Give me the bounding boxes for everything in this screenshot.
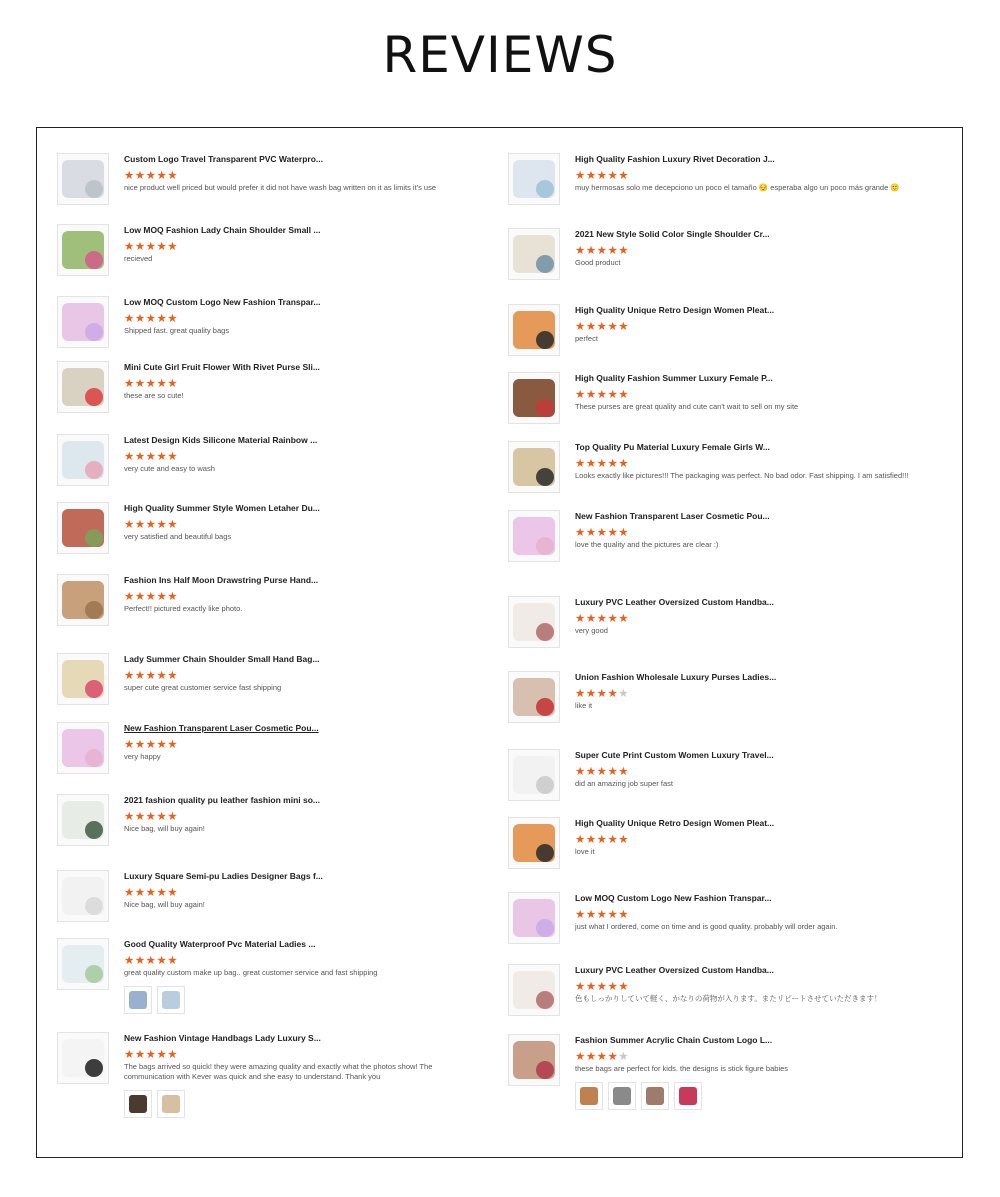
star-icon: ★ <box>134 885 146 899</box>
star-icon: ★ <box>124 668 135 682</box>
product-thumbnail[interactable] <box>508 510 560 562</box>
star-icon: ★ <box>596 979 608 993</box>
product-thumbnail[interactable] <box>508 372 560 424</box>
review-text: recieved <box>124 254 153 263</box>
star-icon: ★ <box>167 376 179 390</box>
product-thumbnail[interactable] <box>508 892 560 944</box>
star-icon: ★ <box>607 832 619 846</box>
product-title-link[interactable]: Low MOQ Custom Logo New Fashion Transpar... <box>575 893 772 903</box>
review-text: like it <box>575 701 593 710</box>
review-text: Nice bag, will buy again! <box>124 900 205 909</box>
star-icon: ★ <box>575 764 586 778</box>
star-icon: ★ <box>585 764 597 778</box>
review-photo[interactable] <box>157 1090 185 1118</box>
star-rating <box>575 833 935 845</box>
star-icon: ★ <box>618 686 630 700</box>
star-icon: ★ <box>167 239 179 253</box>
star-rating <box>124 738 484 750</box>
review-photos <box>124 986 484 1016</box>
star-icon: ★ <box>575 319 586 333</box>
star-icon: ★ <box>607 764 619 778</box>
star-icon: ★ <box>124 168 135 182</box>
star-icon: ★ <box>585 243 597 257</box>
star-icon: ★ <box>156 376 168 390</box>
star-icon: ★ <box>585 611 597 625</box>
star-rating <box>575 612 935 624</box>
star-rating <box>575 908 935 920</box>
star-rating <box>575 687 935 699</box>
star-icon: ★ <box>134 1047 146 1061</box>
star-icon: ★ <box>585 319 597 333</box>
reviews-panel <box>36 127 963 1158</box>
star-icon: ★ <box>607 979 619 993</box>
star-icon: ★ <box>134 239 146 253</box>
star-icon: ★ <box>607 686 619 700</box>
product-title-link[interactable]: Fashion Ins Half Moon Drawstring Purse Hand... <box>124 575 319 585</box>
star-rating <box>575 457 935 469</box>
review-text: very cute and easy to wash <box>124 464 215 473</box>
star-icon: ★ <box>167 589 179 603</box>
star-icon: ★ <box>156 809 168 823</box>
star-icon: ★ <box>596 907 608 921</box>
star-rating <box>575 244 935 256</box>
product-title-link[interactable]: Mini Cute Girl Fruit Flower With Rivet Purse Sli... <box>124 362 320 372</box>
review-text: These purses are great quality and cute can't wait to sell on my site <box>575 402 799 411</box>
star-icon: ★ <box>134 376 146 390</box>
product-thumbnail[interactable] <box>57 794 109 846</box>
product-thumbnail[interactable] <box>57 574 109 626</box>
review-photo[interactable] <box>641 1082 669 1110</box>
star-icon: ★ <box>596 525 608 539</box>
star-icon: ★ <box>156 239 168 253</box>
review-photo[interactable] <box>157 986 185 1014</box>
star-icon: ★ <box>607 525 619 539</box>
product-title-link[interactable]: Top Quality Pu Material Luxury Female Girls W... <box>575 442 770 452</box>
star-icon: ★ <box>145 239 157 253</box>
review-text: nice product well priced but would prefer it did not have wash bag written on it as limits it's use <box>124 183 437 192</box>
star-icon: ★ <box>124 449 135 463</box>
star-icon: ★ <box>134 668 146 682</box>
star-icon: ★ <box>167 1047 179 1061</box>
product-thumbnail[interactable] <box>508 304 560 356</box>
product-thumbnail[interactable] <box>508 749 560 801</box>
product-title-link[interactable]: Latest Design Kids Silicone Material Rainbow ... <box>124 435 318 445</box>
star-icon: ★ <box>575 387 586 401</box>
star-icon: ★ <box>618 168 630 182</box>
product-thumbnail[interactable] <box>508 596 560 648</box>
star-icon: ★ <box>145 168 157 182</box>
star-icon: ★ <box>156 589 168 603</box>
product-title-link[interactable]: Union Fashion Wholesale Luxury Purses Ladies... <box>575 672 777 682</box>
star-icon: ★ <box>145 953 157 967</box>
product-thumbnail[interactable] <box>57 653 109 705</box>
star-icon: ★ <box>156 517 168 531</box>
star-icon: ★ <box>145 589 157 603</box>
star-icon: ★ <box>124 589 135 603</box>
review-photo[interactable] <box>674 1082 702 1110</box>
product-title-link[interactable]: Luxury Square Semi-pu Ladies Designer Bags f... <box>124 871 323 881</box>
star-icon: ★ <box>596 387 608 401</box>
star-rating <box>124 886 484 898</box>
star-rating <box>124 810 484 822</box>
star-icon: ★ <box>124 376 135 390</box>
star-icon: ★ <box>145 311 157 325</box>
star-icon: ★ <box>585 1049 597 1063</box>
product-thumbnail[interactable] <box>508 228 560 280</box>
star-icon: ★ <box>618 525 630 539</box>
star-icon: ★ <box>134 809 146 823</box>
star-icon: ★ <box>618 387 630 401</box>
star-icon: ★ <box>167 449 179 463</box>
review-text: The bags arrived so quick! they were amazing quality and exactly what the photos show! The communication with Kever was quick and she easy to understand. Thank you <box>124 1062 433 1081</box>
review-photo[interactable] <box>124 986 152 1014</box>
star-icon: ★ <box>124 737 135 751</box>
review-text: muy hermosas solo me decepciono un poco el tamaño 😔 esperaba algo un poco más grande 🙂 <box>575 183 900 192</box>
review-text: Good product <box>575 258 621 267</box>
product-title-link[interactable]: High Quality Summer Style Women Letaher Du... <box>124 503 320 513</box>
review-text: Perfect!! pictured exactly like photo. <box>124 604 243 613</box>
star-icon: ★ <box>145 885 157 899</box>
star-icon: ★ <box>145 1047 157 1061</box>
product-thumbnail[interactable] <box>508 964 560 1016</box>
star-rating <box>124 1048 484 1060</box>
star-icon: ★ <box>167 737 179 751</box>
review-photos <box>124 1090 484 1120</box>
star-icon: ★ <box>575 243 586 257</box>
star-icon: ★ <box>596 243 608 257</box>
product-title-link[interactable]: High Quality Unique Retro Design Women Pleat... <box>575 818 775 828</box>
review-text: love the quality and the pictures are clear :) <box>575 540 719 549</box>
review-text: very good <box>575 626 608 635</box>
product-thumbnail[interactable] <box>508 153 560 205</box>
star-icon: ★ <box>618 243 630 257</box>
star-icon: ★ <box>575 1049 586 1063</box>
star-icon: ★ <box>618 832 630 846</box>
star-icon: ★ <box>124 885 135 899</box>
star-rating <box>124 450 484 462</box>
star-icon: ★ <box>145 449 157 463</box>
product-title-link[interactable]: 2021 fashion quality pu leather fashion mini so... <box>124 795 321 805</box>
product-title-link[interactable]: High Quality Fashion Luxury Rivet Decoration J... <box>575 154 775 164</box>
star-icon: ★ <box>167 668 179 682</box>
star-icon: ★ <box>607 168 619 182</box>
star-icon: ★ <box>585 456 597 470</box>
star-icon: ★ <box>156 1047 168 1061</box>
product-thumbnail[interactable] <box>508 441 560 493</box>
star-icon: ★ <box>607 243 619 257</box>
star-rating <box>575 765 935 777</box>
product-title-link[interactable]: Fashion Summer Acrylic Chain Custom Logo L... <box>575 1035 773 1045</box>
star-icon: ★ <box>167 168 179 182</box>
product-title-link[interactable]: Super Cute Print Custom Women Luxury Travel... <box>575 750 774 760</box>
star-icon: ★ <box>156 449 168 463</box>
star-icon: ★ <box>156 885 168 899</box>
star-icon: ★ <box>156 311 168 325</box>
product-thumbnail[interactable] <box>57 153 109 205</box>
review-text: these are so cute! <box>124 391 184 400</box>
star-rating <box>124 518 484 530</box>
star-icon: ★ <box>575 611 586 625</box>
star-icon: ★ <box>134 449 146 463</box>
star-icon: ★ <box>167 809 179 823</box>
review-text: did an amazing job super fast <box>575 779 673 788</box>
product-title-link[interactable]: Luxury PVC Leather Oversized Custom Handba... <box>575 965 774 975</box>
star-icon: ★ <box>618 611 630 625</box>
star-icon: ★ <box>596 686 608 700</box>
star-icon: ★ <box>585 168 597 182</box>
star-icon: ★ <box>124 809 135 823</box>
star-icon: ★ <box>575 525 586 539</box>
star-icon: ★ <box>145 737 157 751</box>
star-icon: ★ <box>134 953 146 967</box>
star-icon: ★ <box>618 1049 630 1063</box>
star-icon: ★ <box>618 979 630 993</box>
star-icon: ★ <box>156 953 168 967</box>
review-text: 色もしっかりしていて軽く、かなりの荷物が入ります。またリピートさせていただきます！ <box>575 994 882 1003</box>
product-thumbnail[interactable] <box>57 870 109 922</box>
star-icon: ★ <box>145 809 157 823</box>
star-icon: ★ <box>607 319 619 333</box>
star-rating <box>575 388 935 400</box>
review-photo[interactable] <box>575 1082 603 1110</box>
product-thumbnail[interactable] <box>508 671 560 723</box>
star-icon: ★ <box>596 611 608 625</box>
star-icon: ★ <box>167 953 179 967</box>
review-photos <box>575 1082 935 1112</box>
product-thumbnail[interactable] <box>57 1032 109 1084</box>
star-icon: ★ <box>607 1049 619 1063</box>
star-icon: ★ <box>585 525 597 539</box>
star-icon: ★ <box>596 832 608 846</box>
product-title-link[interactable]: Custom Logo Travel Transparent PVC Waterpro... <box>124 154 323 164</box>
star-icon: ★ <box>167 517 179 531</box>
review-text: these bags are perfect for kids. the designs is stick figure babies <box>575 1064 789 1073</box>
review-text: very satisfied and beautiful bags <box>124 532 232 541</box>
review-text: super cute great customer service fast shipping <box>124 683 282 692</box>
star-icon: ★ <box>124 311 135 325</box>
star-icon: ★ <box>124 239 135 253</box>
star-rating <box>575 169 935 181</box>
star-icon: ★ <box>575 456 586 470</box>
product-title-link[interactable]: High Quality Unique Retro Design Women Pleat... <box>575 305 775 315</box>
star-icon: ★ <box>145 668 157 682</box>
star-rating <box>124 377 484 389</box>
star-icon: ★ <box>607 907 619 921</box>
star-icon: ★ <box>575 168 586 182</box>
star-icon: ★ <box>607 387 619 401</box>
star-icon: ★ <box>585 907 597 921</box>
review-text: love it <box>575 847 595 856</box>
star-icon: ★ <box>134 737 146 751</box>
product-thumbnail[interactable] <box>57 224 109 276</box>
star-icon: ★ <box>607 611 619 625</box>
star-rating <box>124 169 484 181</box>
star-icon: ★ <box>607 456 619 470</box>
star-icon: ★ <box>134 589 146 603</box>
star-rating <box>575 320 935 332</box>
product-title-link[interactable]: 2021 New Style Solid Color Single Shoulder Cr... <box>575 229 770 239</box>
star-rating <box>575 526 935 538</box>
review-text: just what I ordered, come on time and is good quality. probably will order again. <box>575 922 838 931</box>
product-title-link[interactable]: Low MOQ Custom Logo New Fashion Transpar... <box>124 297 321 307</box>
star-icon: ★ <box>596 1049 608 1063</box>
star-icon: ★ <box>124 517 135 531</box>
star-icon: ★ <box>585 686 597 700</box>
star-icon: ★ <box>575 979 586 993</box>
product-thumbnail[interactable] <box>57 502 109 554</box>
star-icon: ★ <box>145 376 157 390</box>
review-text: great quality custom make up bag.. great customer service and fast shipping <box>124 968 378 977</box>
product-thumbnail[interactable] <box>57 434 109 486</box>
product-title-link[interactable]: New Fashion Transparent Laser Cosmetic Pou... <box>124 723 319 733</box>
star-rating <box>575 980 935 992</box>
star-icon: ★ <box>124 1047 135 1061</box>
star-icon: ★ <box>618 907 630 921</box>
star-icon: ★ <box>134 168 146 182</box>
star-icon: ★ <box>618 319 630 333</box>
page-title: REVIEWS <box>382 26 618 84</box>
product-title-link[interactable]: Low MOQ Fashion Lady Chain Shoulder Small ... <box>124 225 321 235</box>
star-icon: ★ <box>618 456 630 470</box>
star-icon: ★ <box>585 979 597 993</box>
product-thumbnail[interactable] <box>508 1034 560 1086</box>
star-rating <box>124 954 484 966</box>
product-title-link[interactable]: Luxury PVC Leather Oversized Custom Handba... <box>575 597 774 607</box>
product-title-link[interactable]: Good Quality Waterproof Pvc Material Ladies ... <box>124 939 316 949</box>
star-icon: ★ <box>134 311 146 325</box>
product-title-link[interactable]: Lady Summer Chain Shoulder Small Hand Bag... <box>124 654 320 664</box>
product-thumbnail[interactable] <box>57 361 109 413</box>
star-icon: ★ <box>134 517 146 531</box>
star-icon: ★ <box>167 311 179 325</box>
review-text: Looks exactly like pictures!!! The packaging was perfect. No bad odor. Fast shipping. I am satisfied!!! <box>575 471 909 480</box>
star-icon: ★ <box>575 686 586 700</box>
star-icon: ★ <box>156 737 168 751</box>
review-photo[interactable] <box>608 1082 636 1110</box>
star-icon: ★ <box>596 319 608 333</box>
product-thumbnail[interactable] <box>57 296 109 348</box>
review-text: Nice bag, will buy again! <box>124 824 205 833</box>
star-icon: ★ <box>575 832 586 846</box>
review-photo[interactable] <box>124 1090 152 1118</box>
star-icon: ★ <box>596 764 608 778</box>
star-rating <box>124 312 484 324</box>
star-icon: ★ <box>585 387 597 401</box>
product-title-link[interactable]: New Fashion Transparent Laser Cosmetic Pou... <box>575 511 770 521</box>
star-icon: ★ <box>596 456 608 470</box>
star-rating <box>124 590 484 602</box>
product-title-link[interactable]: High Quality Fashion Summer Luxury Female P... <box>575 373 773 383</box>
product-thumbnail[interactable] <box>508 817 560 869</box>
product-thumbnail[interactable] <box>57 722 109 774</box>
star-icon: ★ <box>167 885 179 899</box>
review-text: very happy <box>124 752 161 761</box>
review-text: Shipped fast. great quality bags <box>124 326 230 335</box>
product-title-link[interactable]: New Fashion Vintage Handbags Lady Luxury S... <box>124 1033 321 1043</box>
star-icon: ★ <box>575 907 586 921</box>
star-icon: ★ <box>124 953 135 967</box>
star-icon: ★ <box>596 168 608 182</box>
product-thumbnail[interactable] <box>57 938 109 990</box>
review-text: perfect <box>575 334 598 343</box>
star-icon: ★ <box>585 832 597 846</box>
star-icon: ★ <box>618 764 630 778</box>
star-icon: ★ <box>156 668 168 682</box>
star-icon: ★ <box>145 517 157 531</box>
star-rating <box>124 240 484 252</box>
star-icon: ★ <box>156 168 168 182</box>
star-rating <box>575 1050 935 1062</box>
star-rating <box>124 669 484 681</box>
